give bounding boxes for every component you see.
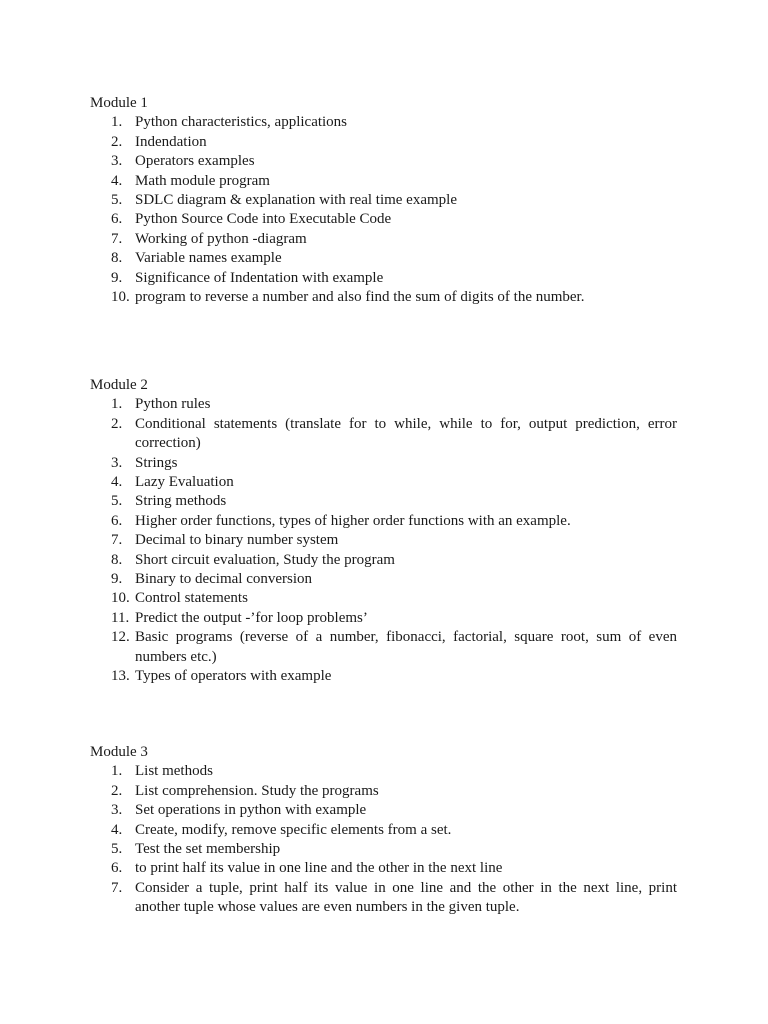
item-text: Consider a tuple, print half its value in one line and the other in the next line, print another tuple whose values are even numbers in the given tuple. <box>135 879 677 916</box>
item-number: 5. <box>111 192 123 209</box>
item-number: 5. <box>111 841 123 858</box>
list-item <box>90 191 677 210</box>
module-1-title: Module 1 <box>90 95 148 111</box>
item-number: 7. <box>111 230 123 247</box>
item-number: 10. <box>111 590 130 607</box>
item-text: program to reverse a number and also find the sum of digits of the number. <box>135 289 585 306</box>
item-number: 10. <box>111 289 130 306</box>
item-text: List methods <box>135 763 213 780</box>
item-number: 3. <box>111 454 123 471</box>
list-item <box>90 531 677 550</box>
item-text: Working of python -diagram <box>135 230 307 247</box>
list-item <box>90 492 677 511</box>
module-3-title: Module 3 <box>90 744 148 760</box>
item-number: 1. <box>111 114 123 131</box>
item-number: 2. <box>111 133 123 150</box>
list-item <box>90 512 677 531</box>
item-number: 4. <box>111 474 123 491</box>
list-item <box>90 762 677 781</box>
item-number: 5. <box>111 493 123 510</box>
list-item <box>90 840 677 859</box>
item-number: 6. <box>111 211 123 228</box>
list-item <box>90 667 677 686</box>
item-text: Lazy Evaluation <box>135 474 234 491</box>
item-text: Strings <box>135 454 178 471</box>
list-item <box>90 210 677 229</box>
item-number: 4. <box>111 172 123 189</box>
item-text: Decimal to binary number system <box>135 532 339 549</box>
item-number: 2. <box>111 782 123 799</box>
list-item <box>90 879 677 918</box>
list-item <box>90 570 677 589</box>
item-number: 7. <box>111 879 123 896</box>
item-text: Python rules <box>135 396 211 413</box>
list-item <box>90 395 677 414</box>
list-item <box>90 152 677 171</box>
list-item <box>90 589 677 608</box>
list-item <box>90 269 677 288</box>
item-text: Short circuit evaluation, Study the program <box>135 551 395 568</box>
item-text: Test the set membership <box>135 841 281 858</box>
list-item <box>90 801 677 820</box>
list-item <box>90 454 677 473</box>
module-2-title: Module 2 <box>90 377 148 393</box>
item-number: 3. <box>111 153 123 170</box>
item-text: Control statements <box>135 590 248 607</box>
list-item <box>90 113 677 132</box>
item-number: 9. <box>111 269 123 286</box>
item-text: Python Source Code into Executable Code <box>135 211 392 228</box>
item-number: 12. <box>111 629 130 646</box>
item-text: Significance of Indentation with example <box>135 269 384 286</box>
list-item <box>90 551 677 570</box>
item-text: SDLC diagram & explanation with real time example <box>135 192 457 209</box>
item-number: 11. <box>111 609 130 626</box>
list-item <box>90 609 677 628</box>
item-number: 9. <box>111 571 123 588</box>
module-1-section <box>90 94 690 307</box>
module-2-section <box>90 376 690 686</box>
list-item <box>90 782 677 801</box>
item-text: Binary to decimal conversion <box>135 571 313 588</box>
item-number: 8. <box>111 250 123 267</box>
item-text: Types of operators with example <box>135 668 332 685</box>
item-number: 2. <box>111 415 123 432</box>
module-1-list <box>90 113 690 307</box>
item-number: 7. <box>111 532 123 549</box>
list-item <box>90 288 677 307</box>
item-text: Operators examples <box>135 153 255 170</box>
item-text: to print half its value in one line and the other in the next line <box>135 860 503 877</box>
item-text: String methods <box>135 493 227 510</box>
item-text: Create, modify, remove specific elements from a set. <box>135 821 452 838</box>
item-text: Math module program <box>135 172 270 189</box>
item-text: List comprehension. Study the programs <box>135 782 379 799</box>
item-text: Conditional statements (translate for to while, while to for, output prediction, error correction) <box>135 415 677 452</box>
item-number: 8. <box>111 551 123 568</box>
item-text: Set operations in python with example <box>135 802 367 819</box>
list-item <box>90 133 677 152</box>
list-item <box>90 821 677 840</box>
item-text: Python characteristics, applications <box>135 114 348 131</box>
module-3-section <box>90 743 690 918</box>
item-number: 6. <box>111 860 123 877</box>
item-text: Basic programs (reverse of a number, fibonacci, factorial, square root, sum of even numbers etc.) <box>135 629 677 665</box>
item-text: Higher order functions, types of higher order functions with an example. <box>135 512 571 529</box>
list-item <box>90 230 677 249</box>
item-text: Variable names example <box>135 250 282 267</box>
list-item <box>90 172 677 191</box>
item-text: Indendation <box>135 133 207 150</box>
item-number: 13. <box>111 668 130 685</box>
item-text: Predict the output -’for loop problems’ <box>135 609 368 626</box>
module-2-list <box>90 395 690 686</box>
list-item <box>90 249 677 268</box>
list-item <box>90 415 677 454</box>
item-number: 1. <box>111 396 123 413</box>
list-item <box>90 473 677 492</box>
item-number: 3. <box>111 802 123 819</box>
item-number: 4. <box>111 821 123 838</box>
list-item <box>90 628 677 667</box>
module-3-list <box>90 762 690 917</box>
item-number: 1. <box>111 763 123 780</box>
item-number: 6. <box>111 512 123 529</box>
list-item <box>90 859 677 878</box>
